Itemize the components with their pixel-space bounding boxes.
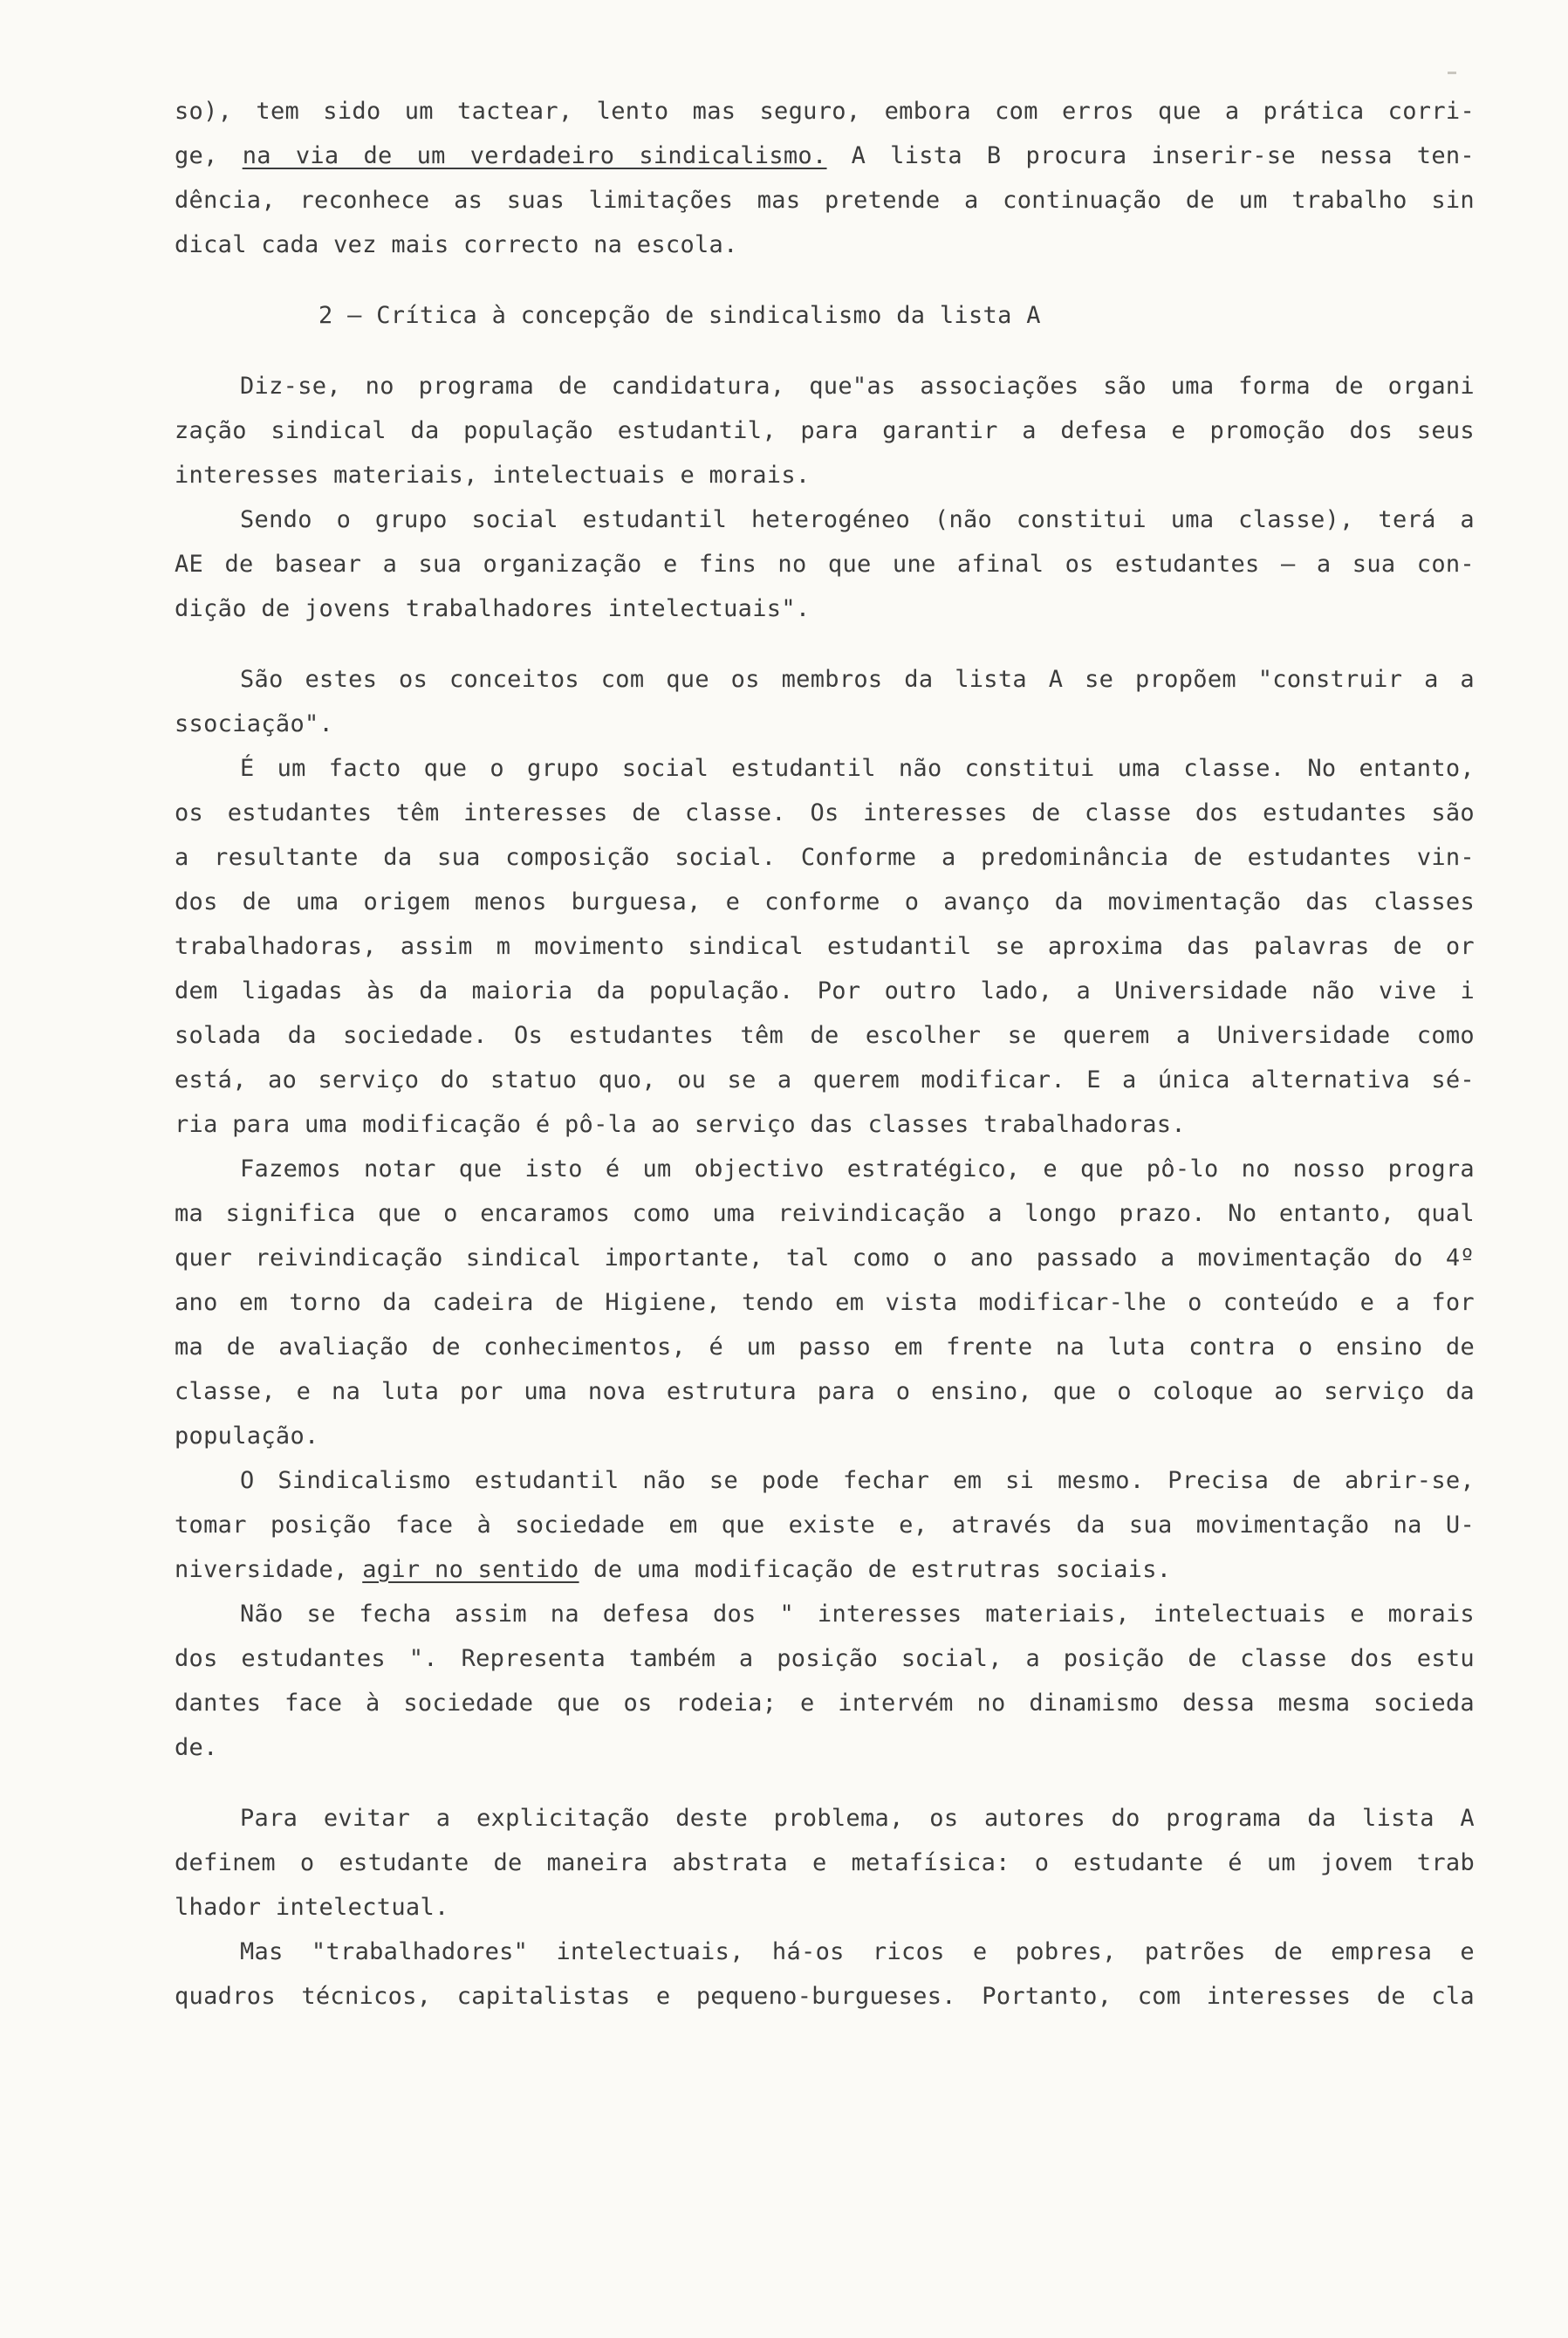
text-line: São estes os conceitos com que os membros da lista A se propõem "construir a a [240, 666, 1475, 693]
text-line: É um facto que o grupo social estudantil não constitui uma classe. No entanto, [240, 755, 1475, 782]
text-line: ma de avaliação de conhecimentos, é um passo em frente na luta contra o ensino de [175, 1334, 1475, 1361]
text-line: ssociação". [175, 710, 334, 737]
text-line: tomar posição face à sociedade em que existe e, através da sua movimentação na U- [175, 1512, 1475, 1539]
text-line: dantes face à sociedade que os rodeia; e intervém no dinamismo dessa mesma socieda [175, 1690, 1475, 1717]
text-line: Sendo o grupo social estudantil heterogéneo (não constitui uma classe), terá a [240, 506, 1475, 533]
corner-mark [1448, 72, 1456, 74]
text-line: está, ao serviço do statuo quo, ou se a querem modificar. E a única alternativa sé- [175, 1066, 1475, 1094]
text-line: interesses materiais, intelectuais e morais. [175, 462, 811, 489]
text-line: Fazemos notar que isto é um objectivo estratégico, e que pô-lo no nosso progra [240, 1155, 1475, 1183]
text-line: dical cada vez mais correcto na escola. [175, 231, 738, 258]
text-line: dência, reconhece as suas limitações mas pretende a continuação de um trabalho sin [175, 187, 1475, 214]
text-line: solada da sociedade. Os estudantes têm de escolher se querem a Universidade como [175, 1022, 1475, 1049]
text-line: Não se fecha assim na defesa dos " interesses materiais, intelectuais e morais [240, 1601, 1475, 1628]
underlined-phrase: na via de um verdadeiro sindicalismo. [242, 142, 827, 169]
text-line: ano em torno da cadeira de Higiene, tendo em vista modificar-lhe o conteúdo e a for [175, 1289, 1475, 1316]
text-line: classe, e na luta por uma nova estrutura para o ensino, que o coloque ao serviço da [175, 1378, 1475, 1405]
text-line: ria para uma modificação é pô-la ao serviço das classes trabalhadoras. [175, 1111, 1186, 1138]
underlined-phrase: agir no sentido [362, 1556, 579, 1583]
text-line: Diz-se, no programa de candidatura, que"as associações são uma forma de organi [240, 373, 1475, 400]
text-line: ma significa que o encaramos como uma reivindicação a longo prazo. No entanto, qual [175, 1200, 1475, 1227]
text-line: população. [175, 1423, 319, 1450]
text-line: AE de basear a sua organização e fins no que une afinal os estudantes — a sua con- [175, 551, 1475, 578]
text-line: definem o estudante de maneira abstrata e metafísica: o estudante é um jovem trab [175, 1849, 1475, 1876]
text-line: Mas "trabalhadores" intelectuais, há-os ricos e pobres, patrões de empresa e [240, 1938, 1475, 1965]
text-line: lhador intelectual. [175, 1894, 449, 1921]
text-line-underlined: ge, na via de um verdadeiro sindicalismo. A lista B procura inserir-se nessa ten- [175, 142, 1475, 169]
text-line: trabalhadoras, assim m movimento sindical estudantil se aproxima das palavras de or [175, 933, 1475, 960]
text-line: O Sindicalismo estudantil não se pode fechar em si mesmo. Precisa de abrir-se, [240, 1467, 1475, 1494]
text-line: Para evitar a explicitação deste problema, os autores do programa da lista A [240, 1805, 1475, 1832]
text-line: de. [175, 1734, 218, 1761]
text-line: quadros técnicos, capitalistas e pequeno-burgueses. Portanto, com interesses de cla [175, 1983, 1475, 2010]
text-line: dos estudantes ". Representa também a posição social, a posição de classe dos estu [175, 1645, 1475, 1672]
section-heading: 2 — Crítica à concepção de sindicalismo da lista A [318, 302, 1041, 329]
document-body [175, 89, 1475, 2019]
text-line: so), tem sido um tactear, lento mas seguro, embora com erros que a prática corri- [175, 98, 1475, 125]
text-line: dem ligadas às da maioria da população. Por outro lado, a Universidade não vive i [175, 977, 1475, 1004]
text-line: niversidade, agir no sentido de uma modificação de estrutras sociais. [175, 1556, 1172, 1583]
text-line: zação sindical da população estudantil, para garantir a defesa e promoção dos seus [175, 417, 1475, 444]
text-line: os estudantes têm interesses de classe. Os interesses de classe dos estudantes são [175, 799, 1475, 826]
text-line: dos de uma origem menos burguesa, e conforme o avanço da movimentação das classes [175, 888, 1475, 915]
text-line: a resultante da sua composição social. Conforme a predominância de estudantes vin- [175, 844, 1475, 871]
text-line: quer reivindicação sindical importante, tal como o ano passado a movimentação do 4º [175, 1244, 1475, 1272]
text-line: dição de jovens trabalhadores intelectuais". [175, 595, 811, 622]
